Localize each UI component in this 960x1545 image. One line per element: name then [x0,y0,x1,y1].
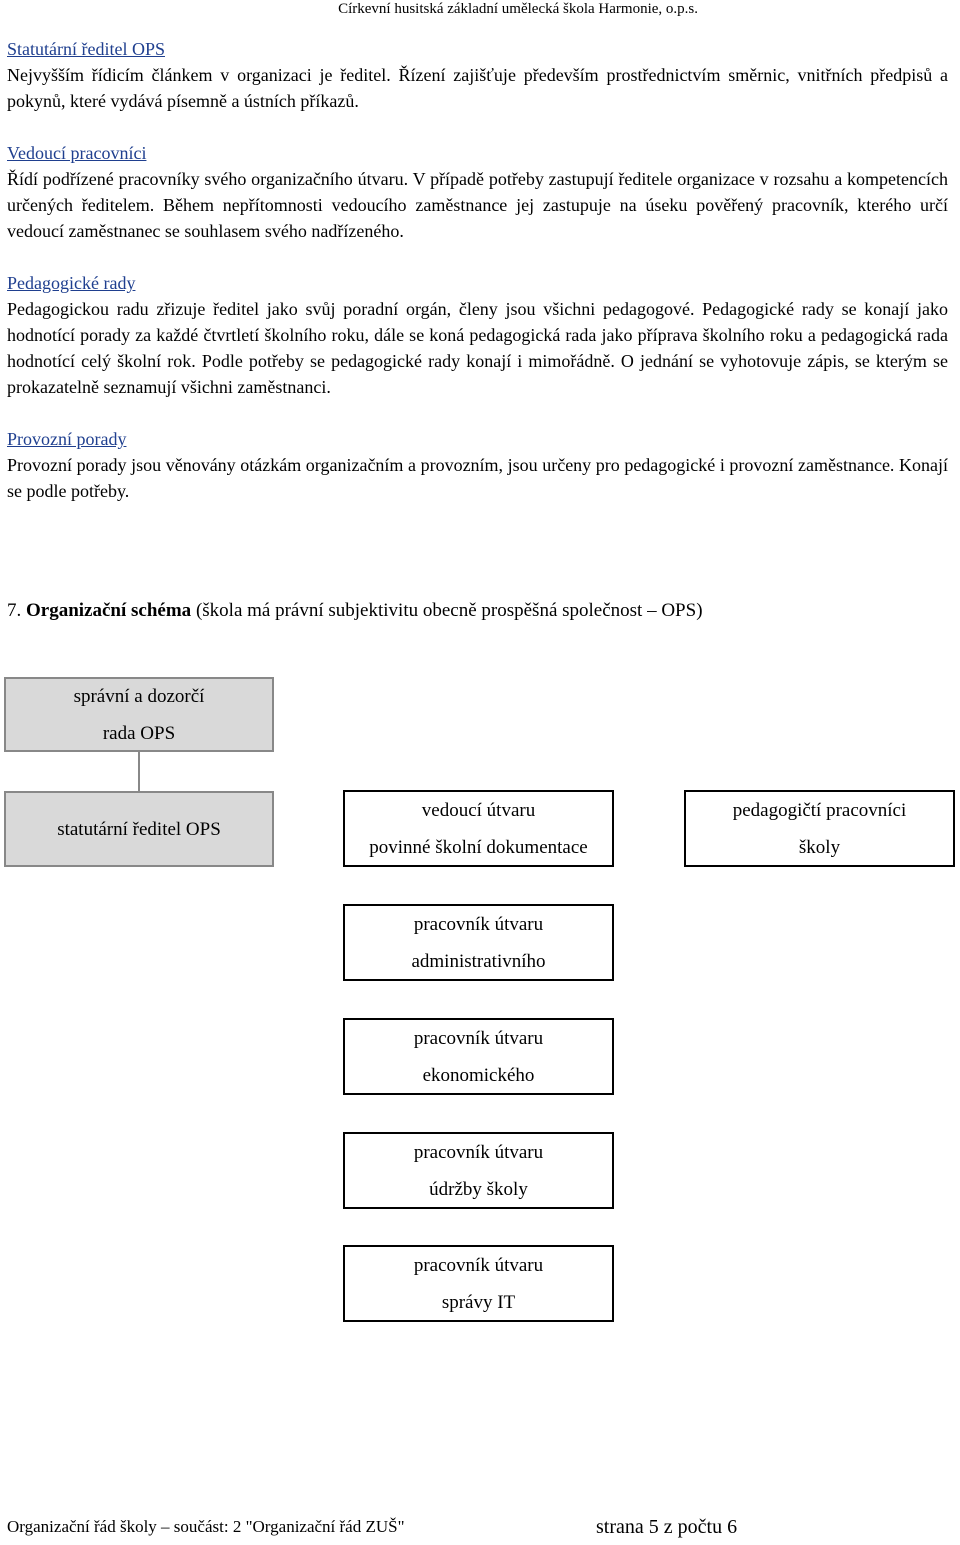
org-box-it-line2: správy IT [441,1291,516,1313]
section-title-operational-meetings: Provozní porady [7,429,127,449]
org-box-economic [343,1018,614,1095]
org-box-admin [343,904,614,981]
section-text-managers: Řídí podřízené pracovníky svého organizačního útvaru. V případě potřeby zastupují ředitele organizace v rozsahu a kompetencích určených ředitelem. Během nepřítomnosti vedoucího zaměstnance jej zastupuje na úseku pověřený pracovník, kterého určí vedoucí zaměstnanec se souhlasem svého nadřízeného. [7,169,948,241]
org-box-maintenance-line2: údržby školy [429,1178,528,1200]
org-box-board-line2: rada OPS [102,722,176,744]
org-box-admin-line2: administrativního [411,950,546,972]
org-box-head-unit-line2: povinné školní dokumentace [369,836,588,858]
document-body [7,36,948,504]
org-box-director [4,791,274,867]
section-text-teacher-councils: Pedagogickou radu zřizuje ředitel jako svůj poradní orgán, členy jsou všichni pedagogové. Pedagogické rady se konají jako hodnotící porady za každé čtvrtletí školního roku, dále se koná pedagogická rada jako příprava školního roku a pedagogická rada hodnotící celý školní rok. Podle potřeby se pedagogické rady konají i mimořádně. O jednání se vyhotovuje zápis, se kterým se prokazatelně seznamují všichni zaměstnanci. [7,299,948,397]
org-box-head-unit-line1: vedoucí útvaru [421,799,536,821]
org-box-maintenance [343,1132,614,1209]
section-title-director: Statutární ředitel OPS [7,39,165,59]
section-title-teacher-councils: Pedagogické rady [7,273,136,293]
org-box-board-line1: správní a dozorčí [73,685,205,707]
org-box-maintenance-line1: pracovník útvaru [413,1141,544,1163]
footer-document-name: Organizační řád školy – součást: 2 "Organizační řád ZUŠ" [7,1517,405,1536]
chapter-subtitle: (škola má právní subjektivitu obecně prospěšná společnost – OPS) [195,600,703,621]
chapter-title: Organizační schéma [26,600,192,621]
org-box-teachers-line1: pedagogičtí pracovníci [732,799,907,821]
page-header: Církevní husitská základní umělecká škola Harmonie, o.p.s. [338,1,698,17]
section-text-director: Nejvyšším řídicím článkem v organizaci je ředitel. Řízení zajišťuje především prostřednictvím směrnic, vnitřních předpisů a pokynů, které vydává písemně a ústních příkazů. [7,65,948,111]
org-box-it-line1: pracovník útvaru [413,1254,544,1276]
org-box-economic-line2: ekonomického [422,1064,535,1086]
chapter-heading [7,598,703,624]
org-connector-board-director [138,752,140,791]
org-box-director-line1: statutární ředitel OPS [57,818,221,840]
org-box-it [343,1245,614,1322]
org-box-admin-line1: pracovník útvaru [413,913,544,935]
org-box-teachers [684,790,955,867]
org-box-teachers-line2: školy [798,836,841,858]
org-box-economic-line1: pracovník útvaru [413,1027,544,1049]
footer-page-number: strana 5 z počtu 6 [596,1516,738,1538]
org-box-board [4,677,274,752]
section-title-managers: Vedoucí pracovníci [7,143,147,163]
chapter-number: 7. [7,600,22,621]
section-text-operational-meetings: Provozní porady jsou věnovány otázkám organizačním a provozním, jsou určeny pro pedagogické i provozní zaměstnance. Konají se podle potřeby. [7,455,948,501]
org-box-head-unit [343,790,614,867]
